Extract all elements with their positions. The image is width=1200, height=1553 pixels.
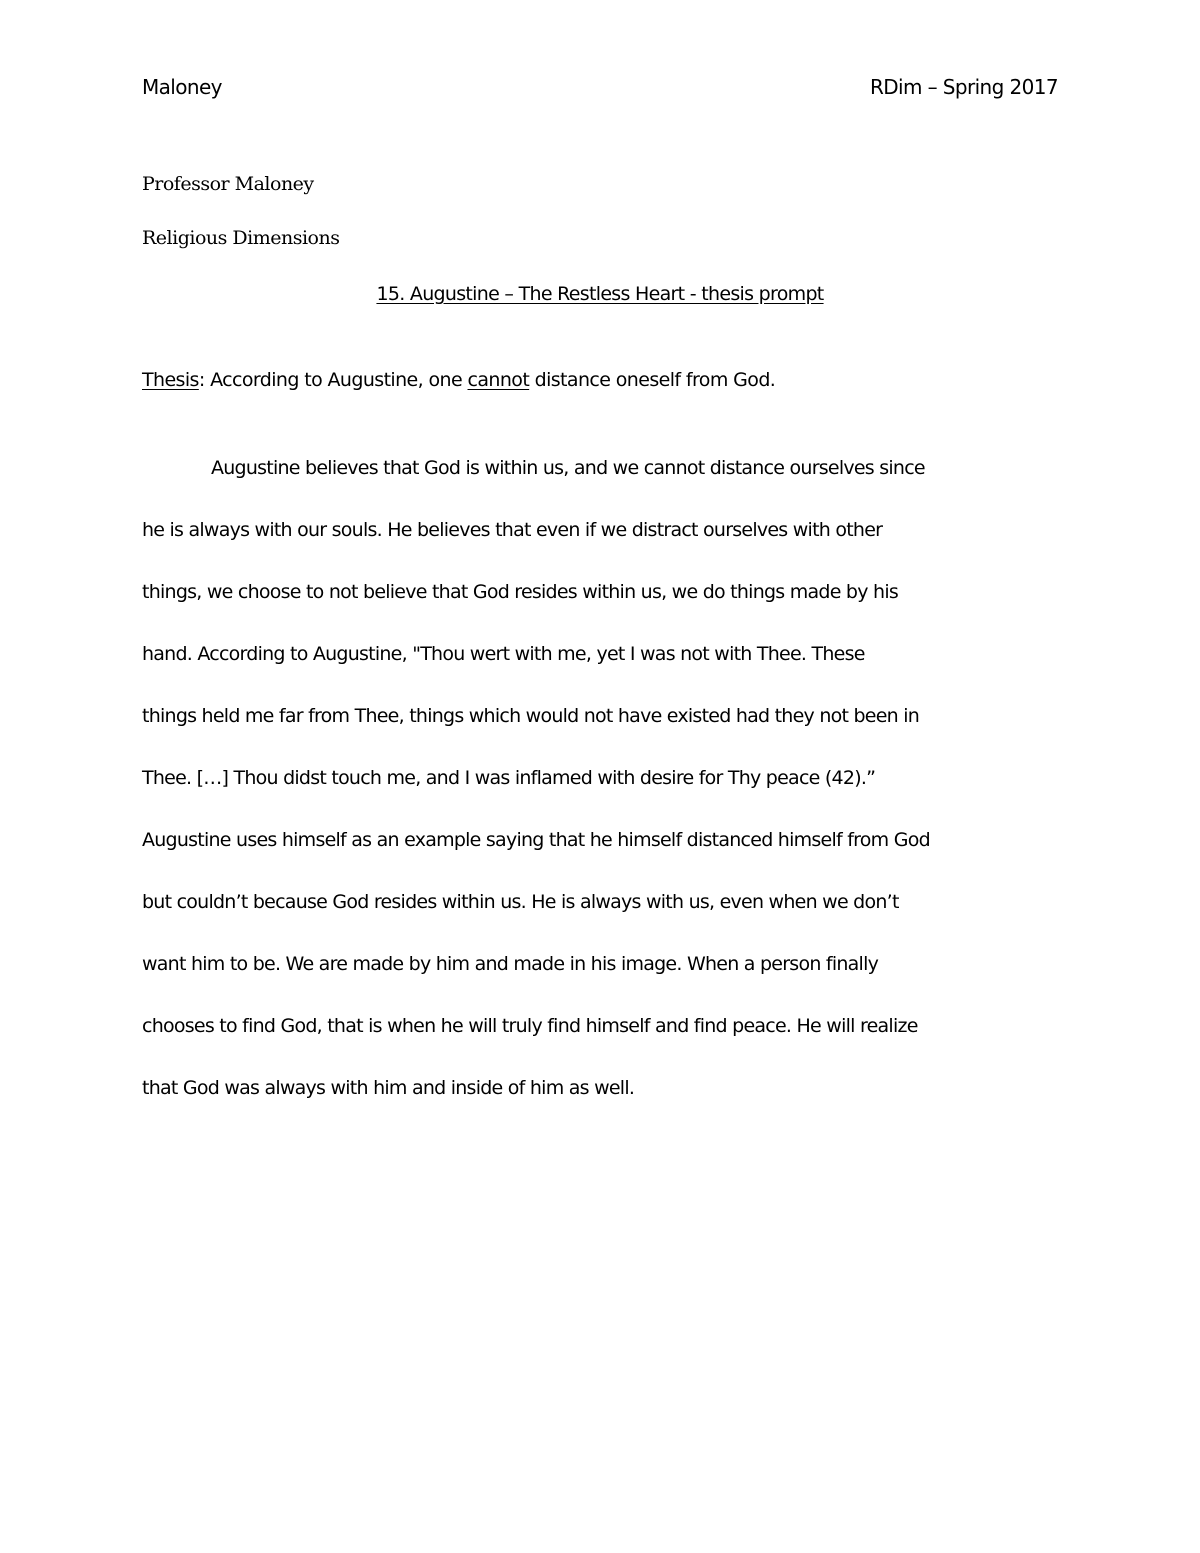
body-line-11: that God was always with him and inside of him as well.	[142, 1077, 635, 1099]
page-header	[142, 72, 1058, 102]
body-line-1: Augustine believes that God is within us, and we cannot distance ourselves since	[211, 457, 925, 479]
body-line-10: chooses to find God, that is when he will truly find himself and find peace. He will realize	[142, 1015, 918, 1037]
body-line-7: Augustine uses himself as an example saying that he himself distanced himself from God	[142, 829, 930, 851]
header-course-term: RDim – Spring 2017	[869, 75, 1058, 99]
thesis-emphasis: cannot	[467, 369, 530, 391]
thesis-text-pre: According to Augustine, one	[204, 369, 468, 391]
thesis-text-post: distance oneself from God.	[529, 369, 776, 391]
thesis-colon: :	[198, 369, 205, 391]
body-line-5: things held me far from Thee, things which would not have existed had they not been in	[142, 705, 920, 727]
course-name: Religious Dimensions	[142, 227, 340, 249]
thesis-statement	[142, 366, 775, 394]
body-line-9: want him to be. We are made by him and made in his image. When a person finally	[142, 953, 879, 975]
body-line-4: hand. According to Augustine, "Thou wert with me, yet I was not with Thee. These	[142, 643, 865, 665]
header-author: Maloney	[142, 75, 222, 99]
body-line-8: but couldn’t because God resides within us. He is always with us, even when we don’t	[142, 891, 899, 913]
thesis-label: Thesis	[142, 369, 199, 391]
professor-name: Professor Maloney	[142, 173, 314, 195]
document-title	[142, 280, 1058, 308]
body-line-2: he is always with our souls. He believes that even if we distract ourselves with other	[142, 519, 883, 541]
body-line-6: Thee. […] Thou didst touch me, and I was inflamed with desire for Thy peace (42).”	[142, 767, 876, 789]
document-title-text: 15. Augustine – The Restless Heart - thesis prompt	[376, 283, 824, 305]
body-line-3: things, we choose to not believe that God resides within us, we do things made by his	[142, 581, 898, 603]
